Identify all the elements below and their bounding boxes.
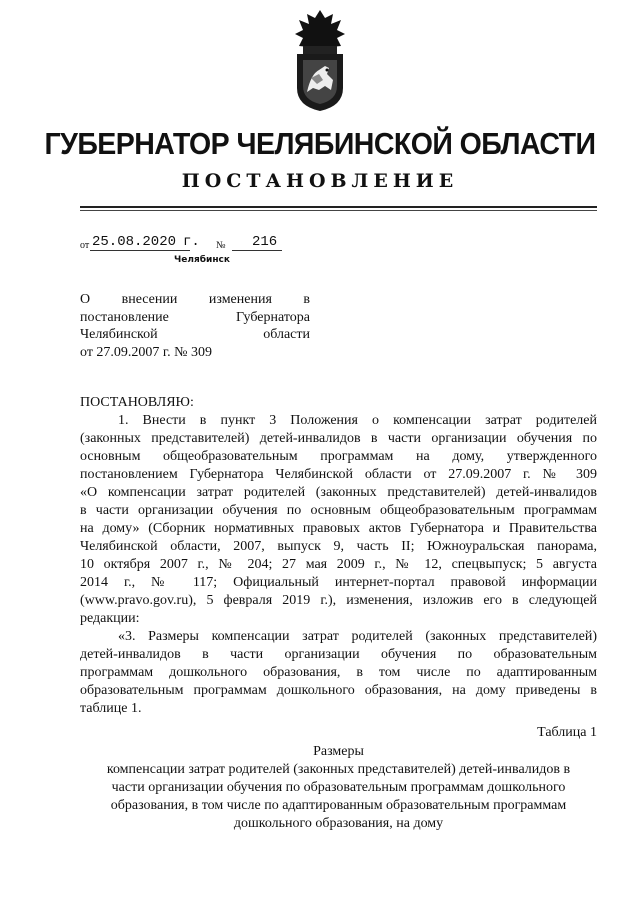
document-date: 25.08.2020: [92, 234, 177, 250]
document-type: ПОСТАНОВЛЕНИЕ: [181, 170, 459, 192]
document-number: 216: [252, 234, 278, 250]
item1-line: 10 октября 2007 г., № 204; 27 мая 2009 г., № 12, спецвыпуск; 5 августа: [80, 557, 597, 572]
header-rule-thin: [80, 210, 597, 211]
subject-line: [80, 310, 310, 326]
item1-line: Челябинской области, 2007, выпуск 9, часть II; Южноуральская панорама,: [80, 539, 597, 554]
subject-word: О: [80, 292, 91, 307]
coat-of-arms-emblem: [289, 8, 351, 112]
table-title-line: компенсации затрат родителей (законных представителей) детей-инвалидов в: [106, 762, 571, 777]
date-from-label: от: [80, 240, 90, 251]
item1-line: (www.pravo.gov.ru), 5 февраля 2019 г.), изменения, изложив его в следующей: [80, 593, 597, 608]
table-title-line: дошкольного образования, на дому: [233, 816, 444, 831]
item1-line: 2014 г., № 117; Официальный интернет-портал правовой информации: [80, 575, 597, 590]
header-rule-thick: [80, 206, 597, 208]
item1-line: 1. Внести в пункт 3 Положения о компенсации затрат родителей: [118, 413, 597, 428]
item1-line: на дому» (Сборник нормативных правовых актов Губернатора и Правительства: [80, 521, 597, 536]
number-label: №: [216, 240, 226, 251]
item3-line: детей-инвалидов в части организации обучения по образовательным: [80, 647, 597, 662]
table-title-line: части организации обучения по образовательным программам дошкольного: [111, 780, 566, 795]
subject-word: в: [303, 292, 311, 307]
item3-line: программам дошкольного образования, в том числе по адаптированным: [80, 665, 597, 680]
table-title-line: Размеры: [313, 744, 364, 759]
issuing-authority: ГУБЕРНАТОР ЧЕЛЯБИНСКОЙ ОБЛАСТИ: [44, 126, 596, 161]
subject-word: постановление: [80, 310, 169, 325]
number-underline: [232, 250, 282, 251]
subject-word: области: [263, 327, 310, 342]
subject-word: внесении: [121, 292, 178, 307]
table-title-line: образования, в том числе по адаптированным образовательным программам: [110, 798, 567, 813]
subject-word: изменения: [208, 292, 272, 307]
item1-line: постановлением Губернатора Челябинской области от 27.09.2007 г. № 309: [80, 467, 597, 482]
subject-word: Челябинской: [80, 327, 158, 342]
table-label: Таблица 1: [537, 725, 597, 740]
year-suffix: г.: [183, 234, 200, 250]
date-underline: [90, 250, 190, 251]
item1-line: «О компенсации затрат родителей (законных представителей) детей-инвалидов: [80, 485, 597, 500]
item1-line: редакции:: [80, 611, 140, 626]
subject-line: [80, 292, 310, 308]
item1-line: основным общеобразовательным программам на дому, утвержденного: [80, 449, 597, 464]
issue-city: Челябинск: [174, 255, 230, 265]
item1-line: (законных представителей) детей-инвалидов в части организации обучения по: [80, 431, 597, 446]
resolve-heading: ПОСТАНОВЛЯЮ:: [80, 395, 194, 410]
item3-line: таблице 1.: [80, 701, 142, 716]
item3-line: образовательным программам дошкольного образования, на дому приведены в: [80, 683, 597, 698]
item1-line: в части организации обучения по основным общеобразовательным программам: [80, 503, 597, 518]
item3-line: «3. Размеры компенсации затрат родителей (законных представителей): [118, 629, 597, 644]
subject-line: от 27.09.2007 г. № 309: [80, 345, 212, 360]
subject-word: Губернатора: [235, 310, 310, 325]
subject-line: [80, 327, 310, 343]
